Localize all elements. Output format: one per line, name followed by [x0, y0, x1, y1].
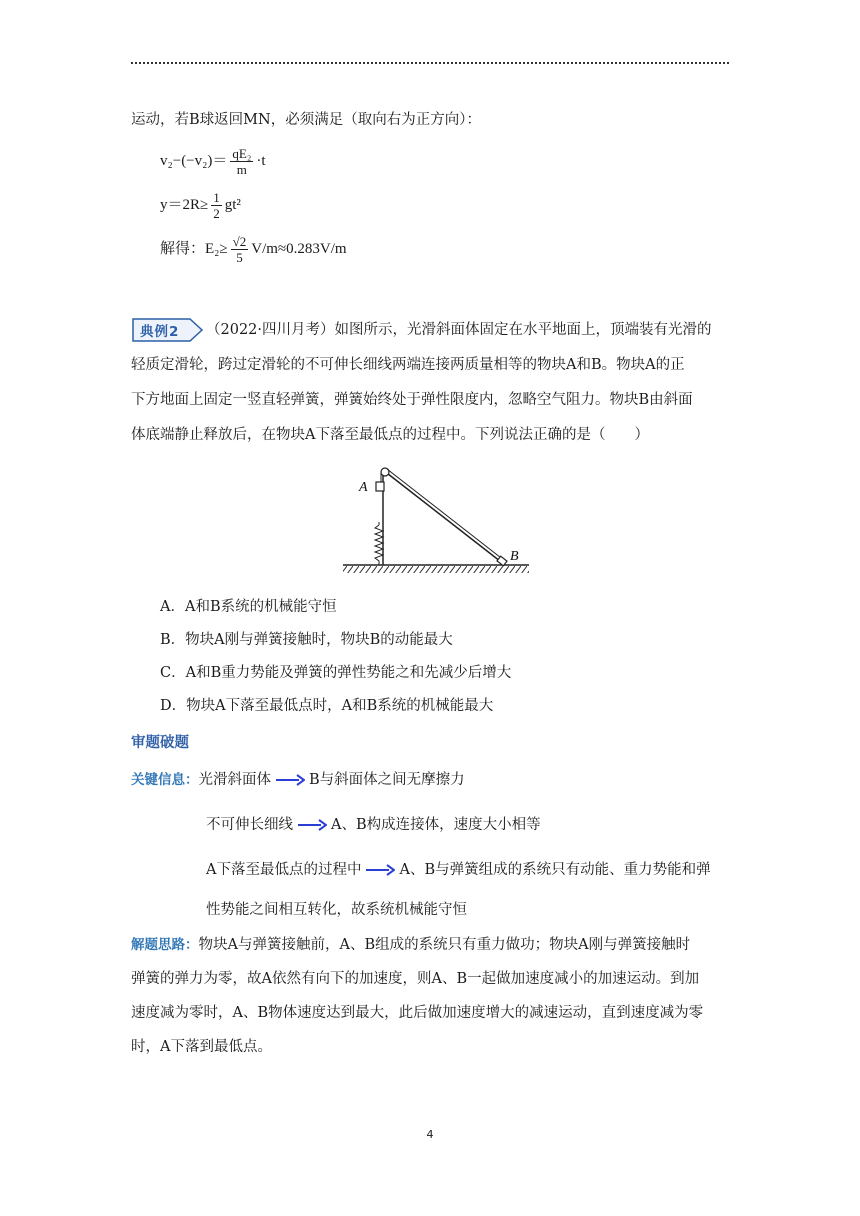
- option-a: A．A和B系统的机械能守恒: [160, 599, 337, 615]
- idea-line-2: 弹簧的弹力为零，故A依然有向下的加速度，则A、B一起做加速度减小的加速运动。到加: [131, 971, 700, 987]
- string-slope: [387, 469, 505, 561]
- option-d: D．物块A下落至最低点时，A和B系统的机械能最大: [160, 698, 494, 714]
- idea-label: 解题思路：: [131, 937, 199, 953]
- key2-left: 不可伸长细线: [206, 817, 293, 833]
- key3-right: A、B与弹簧组成的系统只有动能、重力势能和弹: [399, 862, 711, 878]
- idea-line-3: 速度减为零时，A、B物体速度达到最大，此后做加速度增大的减速运动，直到速度减为零: [131, 1005, 704, 1021]
- eq3-left: 解得：E₂≥: [160, 240, 228, 257]
- example-line-1: （2022·四川月考）如图所示，光滑斜面体固定在水平地面上，顶端装有光滑的: [206, 322, 712, 338]
- arrow-right-icon: [365, 864, 395, 876]
- equation-3: [160, 234, 347, 265]
- block-a: [376, 482, 384, 491]
- incline-diagram: [335, 462, 535, 582]
- label-a: A: [359, 480, 368, 495]
- spring: [375, 525, 383, 565]
- option-b: B．物块A刚与弹簧接触时，物块B的动能最大: [160, 632, 453, 648]
- header-dotted-rule: [131, 62, 729, 64]
- eq2-right: gt²: [224, 196, 241, 213]
- key1-left: 光滑斜面体: [198, 772, 271, 788]
- eq3-right: V/m≈0.283V/m: [251, 240, 347, 257]
- key-info-label: 关键信息：: [131, 772, 199, 788]
- eq1-fraction: [230, 146, 253, 177]
- eq1-numerator: qE₂: [232, 146, 252, 161]
- eq1-denominator: m: [236, 162, 247, 177]
- eq2-fraction: [211, 190, 222, 221]
- eq1-left: v₂−(−v₂)＝: [160, 152, 228, 169]
- intro-line: 运动，若B球返回MN，必须满足（取向右为正方向）：: [131, 112, 481, 128]
- eq3-fraction: [231, 234, 249, 265]
- arrow-right-icon: [275, 774, 305, 786]
- key2-right: A、B构成连接体，速度大小相等: [331, 817, 541, 833]
- example-line-2: 轻质定滑轮，跨过定滑轮的不可伸长细线两端连接两质量相等的物块A和B。物块A的正: [131, 357, 685, 373]
- eq2-denominator: 2: [213, 206, 220, 221]
- key-info-line-1: [131, 770, 465, 790]
- idea-text-1: 物块A与弹簧接触前，A、B组成的系统只有重力做功；物块A刚与弹簧接触时: [198, 937, 691, 953]
- eq2-left: y＝2R≥: [160, 196, 209, 213]
- option-c: C．A和B重力势能及弹簧的弹性势能之和先减少后增大: [160, 665, 512, 681]
- incline-figure: [335, 462, 535, 582]
- ground-hatching: [343, 566, 529, 573]
- eq3-numerator: √2: [232, 234, 247, 249]
- example-line-3: 下方地面上固定一竖直轻弹簧，弹簧始终处于弹性限度内，忽略空气阻力。物块B由斜面: [131, 392, 693, 408]
- incline-slope: [383, 470, 505, 565]
- idea-line-4: 时，A下落到最低点。: [131, 1039, 272, 1055]
- label-b: B: [510, 549, 519, 564]
- arrow-right-icon: [297, 819, 327, 831]
- analysis-heading: 审题破题: [131, 735, 189, 751]
- key-info-line-2: [206, 815, 541, 835]
- key1-right: B与斜面体之间无摩擦力: [309, 772, 465, 788]
- key-info-line-3: [206, 860, 711, 880]
- key-info-line-3-cont: 性势能之间相互转化，故系统机械能守恒: [206, 902, 467, 918]
- idea-line-1: [131, 935, 690, 955]
- key3-left: A下落至最低点的过程中: [206, 862, 362, 878]
- eq3-denominator: 5: [236, 250, 243, 265]
- example-line-4: 体底端静止释放后，在物块A下落至最低点的过程中。下列说法正确的是（ ）: [131, 427, 649, 443]
- equation-2: [160, 190, 241, 221]
- badge-label: 典例2: [140, 324, 180, 340]
- eq2-numerator: 1: [213, 190, 220, 205]
- page-number: 4: [426, 1128, 434, 1141]
- equation-1: [160, 146, 266, 177]
- example-badge: [132, 318, 204, 342]
- eq1-right: ·t: [256, 152, 266, 169]
